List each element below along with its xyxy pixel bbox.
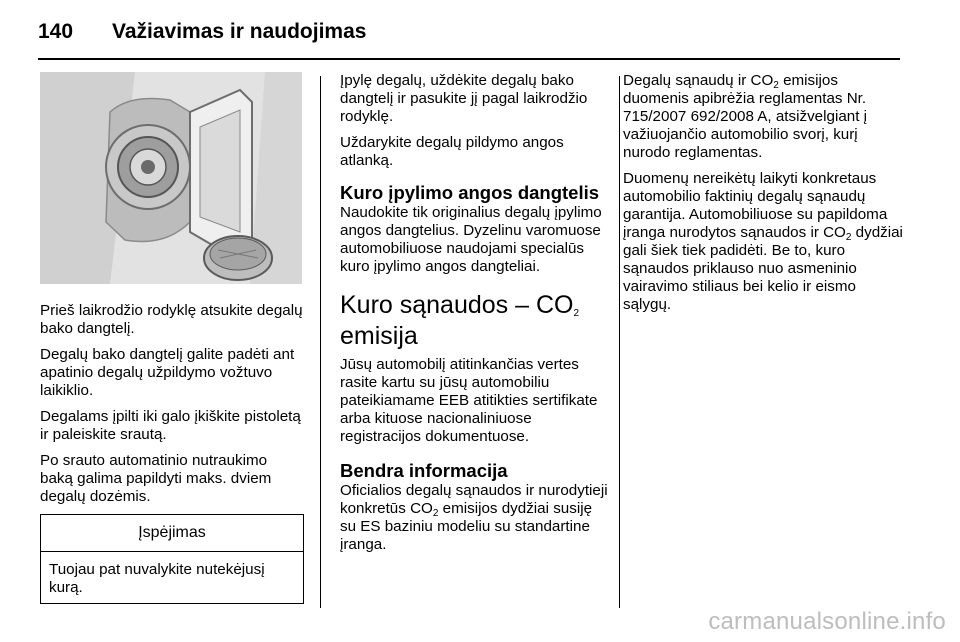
page-header xyxy=(38,14,366,50)
paragraph: Degalams įpilti iki galo įkiškite pistoletą ir paleiskite srautą. xyxy=(40,408,301,443)
subscript: 2 xyxy=(845,232,852,243)
heading-text: Kuro sąnaudos – CO xyxy=(340,291,574,319)
header-rule xyxy=(38,58,900,60)
warning-title: Įspėjimas xyxy=(41,515,303,552)
text: dydžiai gali šiek tiek padidėti. Be to, kuro sąnaudos priklauso nuo asmeninio vairavimo stiliaus bei kelio ir eismo sąlygų. xyxy=(623,224,903,313)
watermark: carmanualsonline.info xyxy=(708,608,946,635)
column-divider-right xyxy=(619,76,620,608)
text: Oficialios degalų sąnaudos ir nurodytieji konkretūs CO xyxy=(340,482,608,517)
text: emisijos dydžiai susiję su ES baziniu modeliu su standartine įranga. xyxy=(340,500,593,553)
paragraph xyxy=(623,170,907,314)
chapter-heading-fuel-consumption xyxy=(340,290,608,352)
paragraph: Naudokite tik originalius degalų įpylimo angos dangtelius. Dyzelinu varomuose automobiliuose naudojami specialūs kuro įpylimo angos dangteliai. xyxy=(340,204,602,275)
warning-text: Tuojau pat nuvalykite nutekėjusį kurą. xyxy=(49,561,265,596)
paragraph xyxy=(623,72,907,162)
chapter-title: Važiavimas ir naudojimas xyxy=(112,20,367,43)
paragraph: Jūsų automobilį atitinkančias vertes rasite kartu su jūsų automobiliu pateikiamame EEB atitikties sertifikate arba kituose nacionaliniuose registracijos dokumentuose. xyxy=(340,356,598,445)
paragraph: Prieš laikrodžio rodyklę atsukite degalų bako dangtelį. xyxy=(40,302,303,337)
fuel-filler-flap-icon xyxy=(40,72,302,284)
warning-box xyxy=(40,514,304,604)
column-3 xyxy=(623,72,907,322)
column-divider-left xyxy=(320,76,321,608)
paragraph: Uždarykite degalų pildymo angos atlanką. xyxy=(340,134,564,169)
heading-text: emisija xyxy=(340,322,418,350)
section-heading-fuel-cap: Kuro įpylimo angos dangtelis xyxy=(340,182,600,203)
text: Degalų sąnaudų ir CO xyxy=(623,72,774,89)
paragraph xyxy=(340,482,608,554)
text: emisijos duomenis apibrėžia reglamentas Nr. 715/2007 692/2008 A, atsižvelgiant į važiuojančio automobilio svorį, kurį nurodo reglamentas. xyxy=(623,72,868,161)
text: Duomenų nereikėtų laikyti konkretaus automobilio faktinių degalų sąnaudų garantija. Automobiliuose su papildoma įranga nurodytos sąnaudos ir CO xyxy=(623,170,888,241)
column-2 xyxy=(340,72,608,562)
paragraph: Įpylę degalų, uždėkite degalų bako dangtelį ir pasukite jį pagal laikrodžio rodyklę. xyxy=(340,72,588,125)
section-heading-general-info: Bendra informacija xyxy=(340,460,508,481)
column-1 xyxy=(40,72,304,604)
subscript: 2 xyxy=(432,508,439,519)
fuel-filler-flap-illustration xyxy=(40,72,302,284)
paragraph: Po srauto automatinio nutraukimo baką galima papildyti maks. dviem degalų dozėmis. xyxy=(40,452,272,505)
paragraph: Degalų bako dangtelį galite padėti ant apatinio degalų užpildymo vožtuvo laikiklio. xyxy=(40,346,295,399)
subscript: 2 xyxy=(573,308,580,319)
subscript: 2 xyxy=(773,80,779,91)
page-number: 140 xyxy=(38,20,74,43)
